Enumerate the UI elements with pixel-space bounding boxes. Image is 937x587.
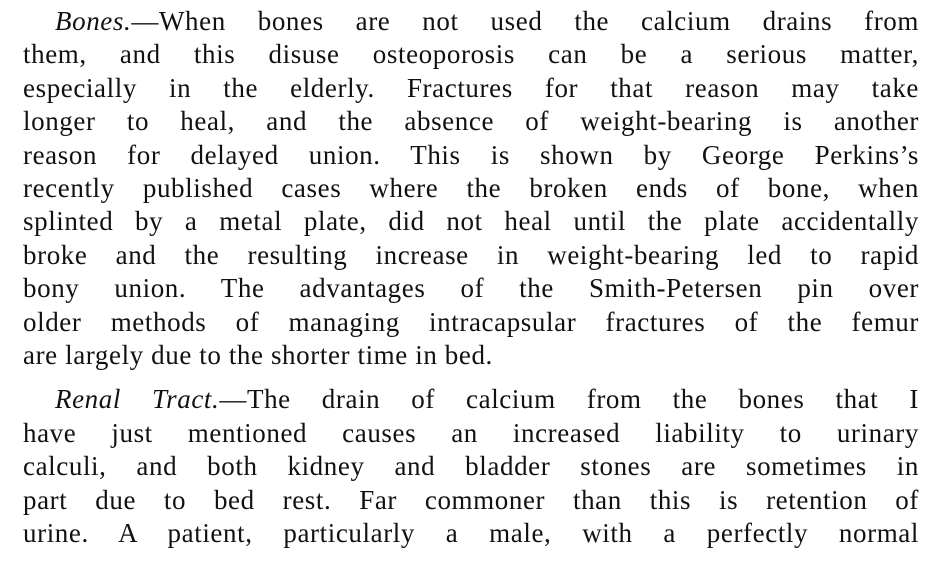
text-line: especially in the elderly. Fractures for that reason may take [23,72,919,103]
text-line: have just mentioned causes an increased liability to urinary [23,417,919,448]
text-line: reason for delayed union. This is shown by George Perkins’s [23,139,919,170]
paragraph-renal-tract [23,383,919,550]
text-line: part due to bed rest. Far commoner than this is retention of [23,484,919,515]
paragraph-bones [23,5,919,372]
text-line: recently published cases where the broken ends of bone, when [23,173,919,204]
document-page [23,5,919,551]
text-line-content: —When bones are not used the calcium drains from [131,6,919,36]
section-heading-renal-tract: Renal Tract. [55,384,220,415]
text-line: longer to heal, and the absence of weight-bearing is another [23,106,919,137]
text-line-content: —The drain of calcium from the bones that I [219,384,920,415]
text-line: older methods of managing intracapsular fractures of the femur [23,306,919,337]
text-line: bony union. The advantages of the Smith-Petersen pin over [23,273,919,304]
text-line: calculi, and both kidney and bladder stones are sometimes in [23,451,919,482]
text-line: urine. A patient, particularly a male, with a perfectly normal [23,518,919,549]
text-line [23,383,919,416]
text-line: broke and the resulting increase in weight-bearing led to rapid [23,239,919,270]
section-heading-bones: Bones. [55,6,132,36]
text-line: them, and this disuse osteoporosis can be a serious matter, [23,39,919,70]
text-line [23,5,919,38]
text-line: are largely due to the shorter time in bed. [23,340,493,371]
text-line: splinted by a metal plate, did not heal until the plate accidentally [23,206,919,237]
